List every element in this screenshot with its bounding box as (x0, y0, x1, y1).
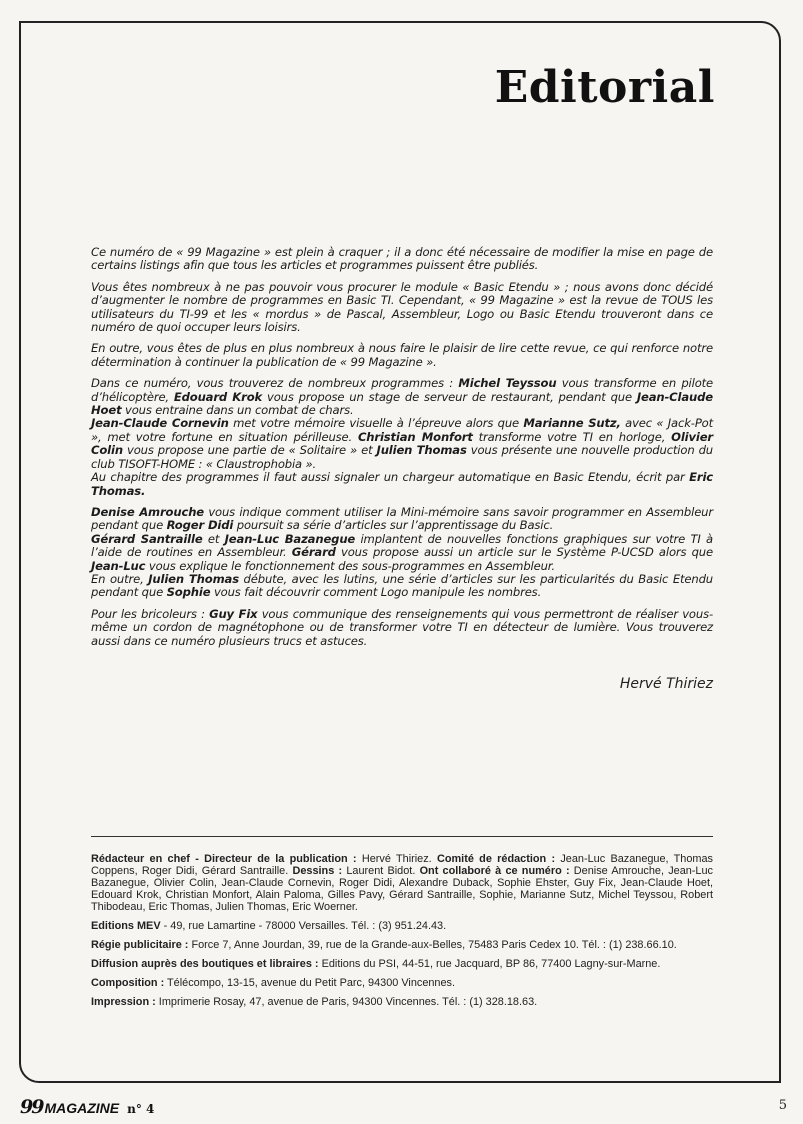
issue-number: n° 4 (127, 1102, 155, 1116)
credits-composition (91, 977, 713, 989)
logo-nines: 99 (20, 1096, 43, 1118)
author-name: Michel Teyssou (458, 376, 557, 391)
credit-value: Imprimerie Rosay, 47, avenue de Paris, 94300 Vincennes. Tél. : (1) 328.18.63. (155, 996, 538, 1008)
credit-value: Jean-Luc Bazanegue, Thomas Coppens, Roger Didi, Gérard Santraille. (91, 853, 714, 877)
credits-impression (91, 996, 713, 1008)
credit-label: Diffusion auprès des boutiques et libraires : (91, 958, 319, 970)
text-run: vous fait découvrir comment Logo manipule les nombres. (210, 585, 542, 600)
credit-value: Force 7, Anne Jourdan, 39, rue de la Grande-aux-Belles, 75483 Paris Cedex 10. Tél. : (1) 238.66.10. (188, 939, 677, 951)
credit-label: Rédacteur en chef - Directeur de la publication : (91, 853, 357, 865)
editorial-body (91, 246, 713, 656)
author-name: Olivier Colin (91, 429, 713, 458)
editorial-paragraph-1: Ce numéro de « 99 Magazine » est plein à craquer ; il a donc été nécessaire de modifier la mise en page de certains listings afin que tous les articles et programmes puissent être publiés. (91, 245, 713, 273)
author-name: Jean-Luc (91, 558, 146, 573)
text-run: vous propose aussi un article sur le Système P-UCSD alors que (335, 545, 713, 560)
author-name: Julien Thomas (148, 571, 239, 586)
author-name: Jean-Claude Cornevin (91, 416, 229, 431)
credit-value: Editions du PSI, 44-51, rue Jacquard, BP 86, 77400 Lagny-sur-Marne. (318, 958, 661, 970)
author-name: Roger Didi (166, 518, 234, 533)
credit-value: Laurent Bidot. (342, 865, 420, 877)
credits-diffusion (91, 958, 713, 970)
credit-value: Hervé Thiriez. (356, 853, 437, 865)
text-run: vous propose une partie de « Solitaire » et (122, 443, 377, 458)
text-run: et (202, 531, 225, 546)
text-run: vous transforme en pilote d’hélicoptère, (91, 376, 714, 404)
author-name: Sophie (166, 585, 211, 600)
credit-value: - 49, rue Lamartine - 78000 Versailles. Tél. : (3) 951.24.43. (160, 920, 447, 932)
text-run: implantent de nouvelles fonctions graphiques sur votre TI à l’aide de routines en Assembleur. (91, 531, 713, 560)
logo-word: MAGAZINE (44, 1100, 120, 1116)
credits-block (91, 853, 713, 1015)
page-number: 5 (778, 1098, 787, 1113)
author-name: Gérard Santraille (91, 531, 203, 546)
magazine-logo (20, 1096, 154, 1118)
credits-editions (91, 920, 713, 932)
divider (91, 836, 713, 837)
author-name: Denise Amrouche (91, 504, 205, 519)
text-run: poursuit sa série d’articles sur l’apprentissage du Basic. (233, 518, 554, 533)
text-run: transforme votre TI en horloge, (472, 429, 672, 444)
editorial-paragraph-2: Vous êtes nombreux à ne pas pouvoir vous procurer le module « Basic Etendu » ; nous avons donc décidé d’augmenter le nombre de programmes en Basic TI. Cependant, « 99 Magazine » est la revue de TOUS les utilisateurs du TI-99 et les « mordus » de Pascal, Assembleur, Logo ou Basic Etendu trouveront dans ce numéro de quoi occuper leurs loisirs. (91, 279, 713, 335)
text-run: vous propose un stage de serveur de restaurant, pendant que (262, 389, 637, 404)
author-name: Julien Thomas (376, 443, 467, 458)
credit-label: Comité de rédaction : (436, 853, 556, 865)
credit-label: Impression : (91, 996, 156, 1008)
credit-value: Denise Amrouche, Jean-Luc Bazanegue, Olivier Colin, Jean-Claude Cornevin, Roger Didi, Alexandre Duback, Sophie Ehster, Guy Fix, Jean-Claude Hoet, Edouard Krok, Christian Monfort, Alain Paloma, Gilles Pavy, Gérard Santraille, Sophie, Marianne Sutz, Michel Teyssou, Robert Thibodeau, Eric Thomas, Julien Thomas, Eric Woerner. (91, 865, 713, 913)
text-run: débute, avec les lutins, une série d’articles sur les particularités du Basic Etendu pendant que (91, 571, 713, 600)
credit-label: Régie publicitaire : (91, 939, 189, 951)
credits-staff (91, 853, 713, 913)
credit-value: Télécompo, 13-15, avenue du Petit Parc, 94300 Vincennes. (164, 977, 456, 989)
text-run: Pour les bricoleurs : (91, 606, 210, 621)
author-name: Edouard Krok (173, 389, 263, 404)
author-name: Gérard (291, 545, 336, 560)
credits-regie (91, 939, 713, 951)
author-name: Marianne Sutz, (523, 416, 621, 431)
text-run: vous présente une nouvelle production du club TISOFT-HOME : « Claustrophobia ». (91, 443, 713, 471)
text-run: met votre mémoire visuelle à l’épreuve alors que (228, 416, 524, 431)
credit-label: Ont collaboré à ce numéro : (419, 865, 570, 877)
text-run: vous indique comment utiliser la Mini-mémoire sans savoir programmer en Assembleur pendant que (91, 504, 713, 533)
text-run: vous entraine dans un combat de chars. (121, 403, 354, 418)
editorial-paragraph-3: En outre, vous êtes de plus en plus nombreux à nous faire le plaisir de lire cette revue, ce qui renforce notre détermination à continuer la publication de « 99 Magazine ». (91, 341, 713, 369)
text-run: avec « Jack-Pot », met votre fortune en situation périlleuse. (91, 416, 714, 444)
page-title: Editorial (494, 62, 715, 113)
credit-label: Editions MEV (91, 920, 161, 932)
editorial-paragraph-4 (91, 377, 713, 498)
author-name: Guy Fix (209, 606, 258, 621)
author-name: Eric Thomas. (91, 470, 713, 498)
text-run: vous communique des renseignements qui vous permettront de réaliser vous-même un cordon de magnétophone ou de transformer votre TI en détecteur de lumière. Vous trouverez aussi dans ce numéro plusieurs trucs et astuces. (91, 606, 713, 648)
author-name: Jean-Luc Bazanegue (224, 531, 356, 546)
text-run: Au chapitre des programmes il faut aussi signaler un chargeur automatique en Basic Etendu, écrit par (91, 470, 690, 485)
editorial-signature: Hervé Thiriez (619, 676, 713, 692)
credit-label: Composition : (91, 977, 165, 989)
text-run: Dans ce numéro, vous trouverez de nombreux programmes : (91, 376, 459, 391)
editorial-paragraph-6 (91, 608, 713, 648)
text-run: vous explique le fonctionnement des sous-programmes en Assembleur. (145, 558, 555, 573)
author-name: Christian Monfort (357, 429, 473, 444)
credit-label: Dessins : (292, 865, 343, 877)
editorial-paragraph-5 (91, 506, 713, 600)
author-name: Jean-Claude Hoet (91, 389, 713, 418)
text-run: En outre, (91, 571, 149, 586)
